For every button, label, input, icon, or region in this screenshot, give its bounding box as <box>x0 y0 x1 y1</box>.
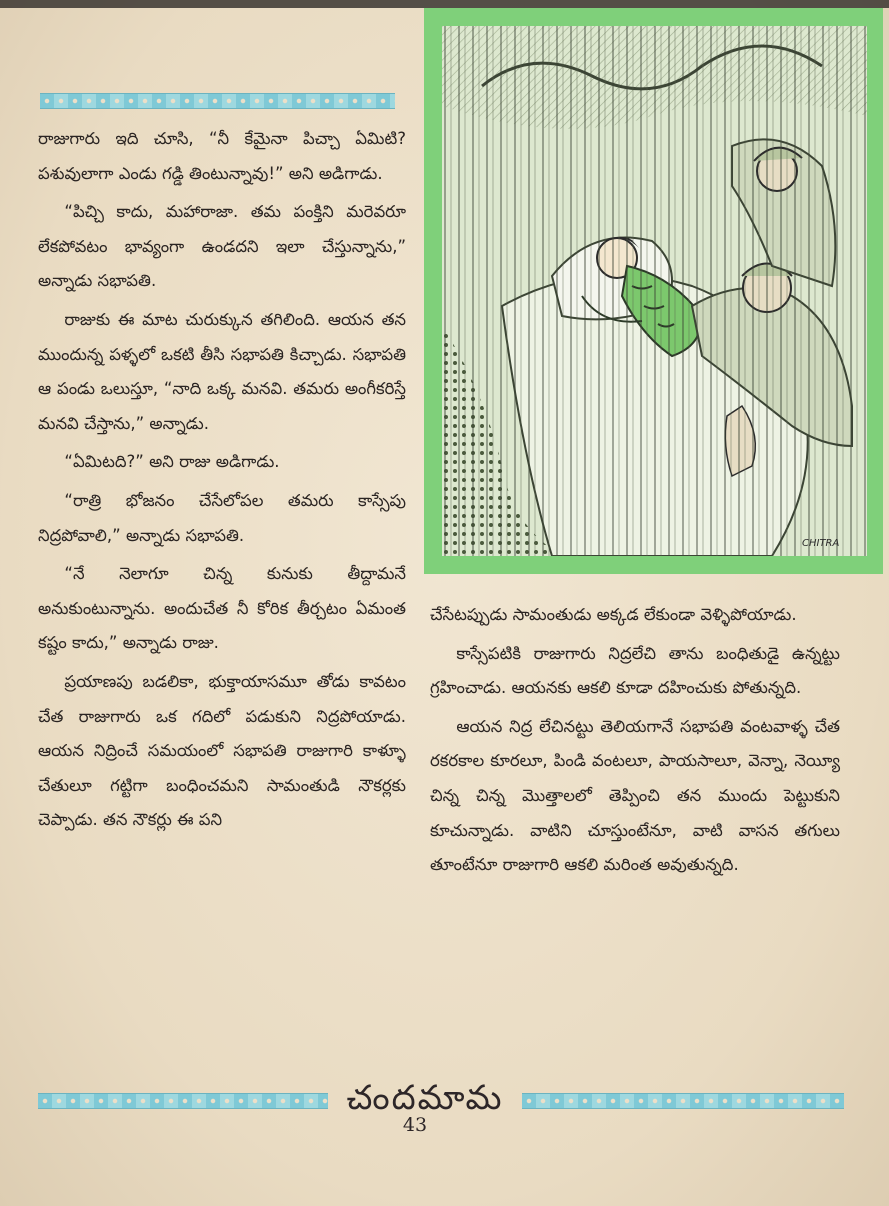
footer-ornament-right <box>522 1093 844 1109</box>
left-paragraph-1: రాజుగారు ఇది చూసి, “నీ కేమైనా పిచ్చా ఏమిటి? పశువులాగా ఎండు గడ్డి తింటున్నావు!” అని అడిగాడు. <box>38 129 406 183</box>
top-ornament-border <box>40 93 395 109</box>
illustration-sleeping-king <box>442 26 867 556</box>
left-paragraph-4: “ఏమిటది?” అని రాజు అడిగాడు. <box>64 452 280 472</box>
illustrator-signature: CHITRA <box>802 538 840 549</box>
right-paragraph-1: చేసేటప్పుడు సామంతుడు అక్కడ లేకుండా వెళ్ళిపోయాడు. <box>430 605 797 624</box>
left-paragraph-7: ప్రయాణపు బడలికా, భుక్తాయాసమూ తోడు కావటం చేత రాజుగారు ఒక గదిలో పడుకుని నిద్రపోయాడు. ఆయన నిద్రించే సమయంలో సభాపతి రాజుగారి కాళ్ళూ చేతులూ గట్టిగా బంధించమని సామంతుడి నౌకర్లకు చెప్పాడు. తన నౌకర్లు ఈ పని <box>38 671 406 830</box>
left-paragraph-3: రాజుకు ఈ మాట చురుక్కున తగిలింది. ఆయన తన ముందున్న పళ్ళలో ఒకటి తీసి సభాపతి కిచ్చాడు. సభాపతి ఆ పండు ఒలుస్తూ, “నాది ఒక్క మనవి. తమరు అంగీకరిస్తే మనవి చేస్తాను,” అన్నాడు. <box>38 309 406 433</box>
page-number: 43 <box>402 1114 428 1136</box>
left-paragraph-6: “నే నెలాగూ చిన్న కునుకు తీద్దామనే అనుకుంటున్నాను. అందుచేత నీ కోరిక తీర్చటం ఏమంత కష్టం కాదు,” అన్నాడు రాజు. <box>38 564 406 653</box>
right-text-column <box>430 598 840 887</box>
right-paragraph-3: ఆయన నిద్ర లేచినట్టు తెలియగానే సభాపతి వంటవాళ్ళ చేత రకరకాల కూరలూ, పిండి వంటలూ, పాయసాలూ, వెన్నా, నెయ్యీ చిన్న చిన్న మొత్తాలలో తెప్పించి తన ముందు పెట్టుకుని కూచున్నాడు. వాటిని చూస్తుంటేనూ, వాటి వాసన తగులు తూంటేనూ రాజుగారి ఆకలి మరింత అవుతున్నది. <box>430 716 840 875</box>
magazine-title: చందమామ <box>346 1078 504 1118</box>
left-paragraph-2: “పిచ్చి కాదు, మహారాజా. తమ పంక్తిని మరెవరూ లేకపోవటం భావ్యంగా ఉండదని ఇలా చేస్తున్నాను,” అన్నాడు సభాపతి. <box>38 202 406 291</box>
illustration-frame <box>424 8 883 574</box>
left-paragraph-5: “రాత్రి భోజనం చేసేలోపల తమరు కాస్సేపు నిద్రపోవాలి,” అన్నాడు సభాపతి. <box>38 490 406 545</box>
left-text-column <box>38 122 406 842</box>
page-top-edge <box>0 0 889 8</box>
right-paragraph-2: కాస్సేపటికి రాజుగారు నిద్రలేచి తాను బంధితుడై ఉన్నట్టు గ్రహించాడు. ఆయనకు ఆకలి కూడా దహించుకు పోతున్నది. <box>430 643 840 698</box>
illustration <box>442 26 867 556</box>
footer-ornament-left <box>38 1093 328 1109</box>
